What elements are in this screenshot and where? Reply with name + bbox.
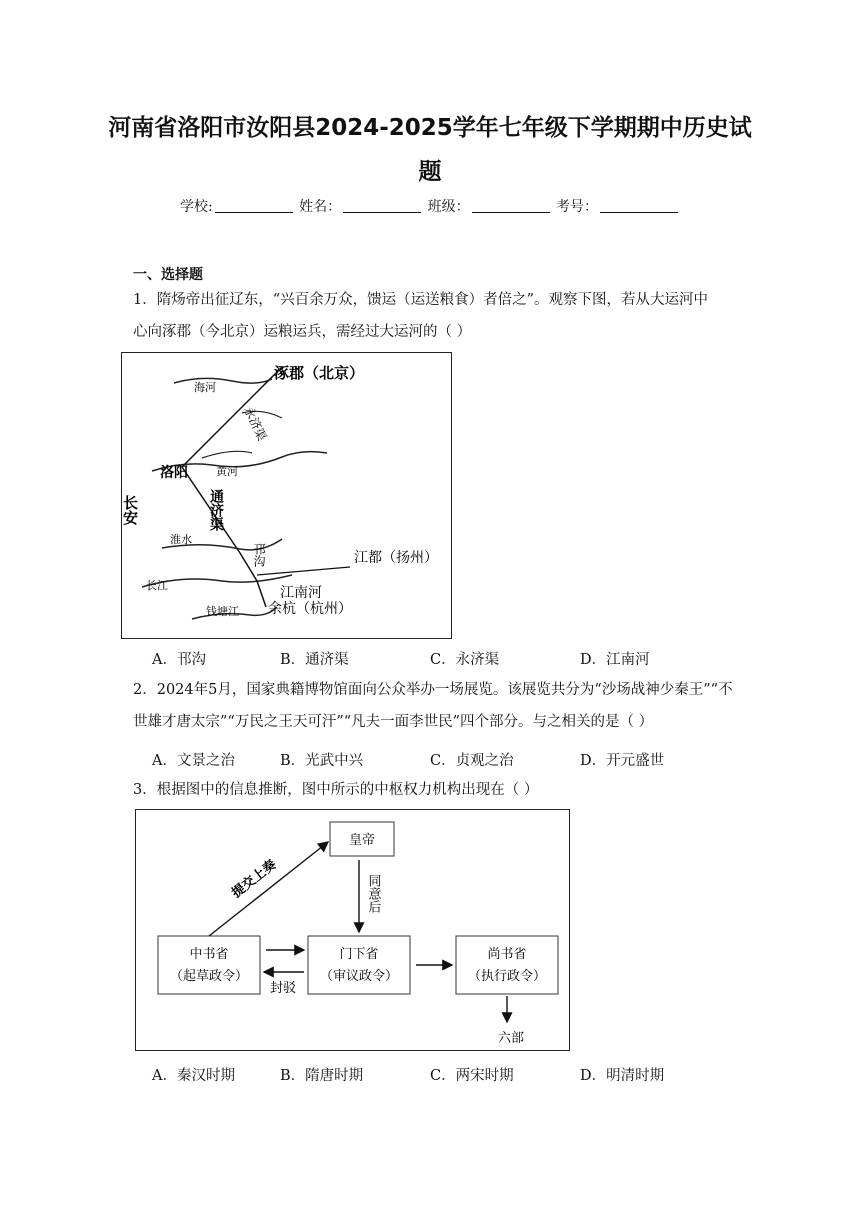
label-jiangnanhe: 江南河 bbox=[280, 585, 322, 601]
q3-options bbox=[0, 1064, 860, 1084]
submit-arrow bbox=[209, 842, 328, 936]
menxia-label: 门下省 bbox=[339, 947, 379, 962]
q2-text-line1: 2．2024年5月，国家典籍博物馆面向公众举办一场展览。该展览共分为“沙场战神少秦王”“不 bbox=[133, 682, 733, 698]
jiangdu-branch bbox=[257, 567, 350, 575]
river-branch-2 bbox=[202, 451, 252, 458]
label-changjiang: 长江 bbox=[146, 579, 168, 592]
q3-option-b[interactable]: B．隋唐时期 bbox=[280, 1068, 364, 1084]
q2-option-a[interactable]: A．文景之治 bbox=[152, 753, 235, 769]
class-blank[interactable] bbox=[472, 198, 550, 213]
q2-option-d[interactable]: D．开元盛世 bbox=[580, 753, 665, 769]
page-title-line1: 河南省洛阳市汝阳县2024-2025学年七年级下学期期中历史试 bbox=[108, 115, 752, 141]
zhongshu-label: 中书省 bbox=[189, 947, 229, 962]
name-label: 姓名： bbox=[299, 199, 342, 215]
name-blank[interactable] bbox=[343, 198, 421, 213]
section-heading: 一、选择题 bbox=[133, 267, 203, 283]
q1-option-c[interactable]: C．永济渠 bbox=[430, 652, 500, 668]
q1-text-line2: 心向涿郡（今北京）运粮运兵，需经过大运河的（ ） bbox=[133, 324, 472, 340]
q3-option-a[interactable]: A．秦汉时期 bbox=[152, 1068, 235, 1084]
jiangnanhe-canal bbox=[257, 581, 266, 607]
q3-option-c[interactable]: C．两宋时期 bbox=[430, 1068, 514, 1084]
q2-text-line2: 世雄才唐太宗”“万民之王天可汗”“凡夫一面李世民”四个部分。与之相关的是（ ） bbox=[133, 714, 654, 730]
submit-label: 提交上奏 bbox=[229, 857, 280, 902]
school-blank[interactable] bbox=[215, 198, 293, 213]
shangshu-box bbox=[456, 936, 558, 994]
q1-options bbox=[0, 648, 860, 668]
zhongshu-box bbox=[158, 936, 260, 994]
label-zhuojun: 涿郡（北京） bbox=[274, 364, 365, 382]
three-departments-diagram bbox=[135, 809, 570, 1051]
q2-option-c[interactable]: C．贞观之治 bbox=[430, 753, 514, 769]
q3-text: 3．根据图中的信息推断，图中所示的中枢权力机构出现在（ ） bbox=[133, 782, 539, 798]
label-huanghe: 黄河 bbox=[216, 465, 238, 478]
menxia-box bbox=[308, 936, 410, 994]
school-label: 学校: bbox=[179, 199, 213, 215]
q1-text-line1: 1．隋炀帝出征辽东，“兴百余万众，馈运（运送粮食）者倍之”。观察下图，若从大运河中 bbox=[133, 292, 709, 308]
label-yongjiqu: 永济渠 bbox=[241, 404, 270, 443]
q1-option-b[interactable]: B．通济渠 bbox=[280, 652, 349, 668]
haihe-river bbox=[174, 378, 272, 383]
approve-label: 同意后 bbox=[365, 874, 381, 913]
liubu-label: 六部 bbox=[498, 1031, 525, 1046]
menxia-role: （审议政令） bbox=[319, 969, 399, 984]
grand-canal-map-svg bbox=[122, 353, 451, 638]
page-title-line2: 题 bbox=[418, 159, 442, 185]
label-yuhang: 余杭（杭州） bbox=[268, 601, 352, 617]
label-jiangdu: 江都（扬州） bbox=[354, 550, 438, 566]
label-huaishui: 淮水 bbox=[170, 533, 192, 546]
grand-canal-map bbox=[121, 352, 452, 639]
label-changan: 长安 bbox=[122, 495, 139, 525]
q1-option-d[interactable]: D．江南河 bbox=[580, 652, 650, 668]
class-label: 班级： bbox=[427, 199, 470, 215]
label-luoyang: 洛阳 bbox=[160, 465, 188, 481]
q1-option-a[interactable]: A．邗沟 bbox=[152, 652, 206, 668]
exam-no-label: 考号： bbox=[556, 199, 599, 215]
label-hangou: 邗沟 bbox=[252, 543, 266, 567]
fengbo-label: 封驳 bbox=[270, 981, 297, 996]
q2-options bbox=[0, 749, 860, 769]
q3-option-d[interactable]: D．明清时期 bbox=[580, 1068, 665, 1084]
emperor-label: 皇帝 bbox=[348, 833, 376, 848]
shangshu-role: （执行政令） bbox=[467, 969, 547, 984]
zhongshu-role: （起草政令） bbox=[169, 969, 249, 984]
label-tongjiqu: 通济渠 bbox=[208, 489, 224, 531]
student-info-line bbox=[0, 196, 860, 216]
q2-option-b[interactable]: B．光武中兴 bbox=[280, 753, 364, 769]
shangshu-label: 尚书省 bbox=[487, 947, 527, 962]
three-departments-diagram-svg bbox=[136, 810, 569, 1050]
label-qiantangjiang: 钱塘江 bbox=[206, 605, 239, 618]
exam-no-blank[interactable] bbox=[600, 198, 678, 213]
label-haihe: 海河 bbox=[194, 381, 216, 394]
